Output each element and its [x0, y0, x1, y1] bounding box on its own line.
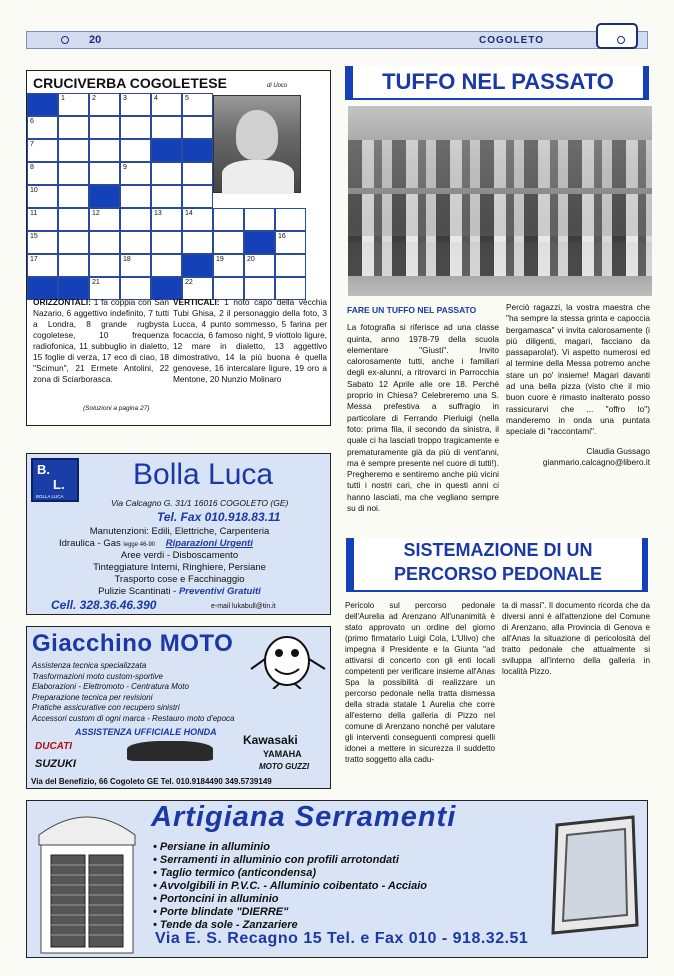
crossword-cell: [89, 139, 120, 162]
crossword-cell: [120, 231, 151, 254]
crossword-cell: 9: [120, 162, 151, 185]
crossword-cell: 2: [89, 93, 120, 116]
bolla-logo: [31, 458, 79, 502]
moto-service-item: Assistenza tecnica specializzata: [32, 661, 147, 670]
crossword-cell: 17: [27, 254, 58, 277]
sistemazione-text-2: ta di massi". Il documento ricorda che da diversi anni è all'attenzione del Comune di Arenzano, alla Provincia di Genova e all'Anas la situazione di pericolosità del tratto pedonale che attualmente si sviluppa all'interno della galleria in località Pizzo.: [502, 601, 650, 676]
idraulica-text: Idraulica - Gas: [59, 538, 121, 549]
brand-moto-guzzi: MOTO GUZZI: [259, 762, 310, 771]
crossword-cell: 18: [120, 254, 151, 277]
serramenti-item: • Portoncini in alluminio: [153, 893, 427, 906]
moto-name: Giacchino MOTO: [32, 630, 234, 657]
tuffo-signature: Claudia Gussago: [586, 445, 650, 456]
tuffo-text-1: La fotografia si riferisce ad una classe quinta, anno 1978-79 della scuola elementare "Giusti". Invito calorosamente tutti, anche i familiari degli ex-alunni, a ritrovarci in Parrocchia Sabato 12 Aprile alle ore 18. Perché proprio in Chiesa? Celebreremo una S. Messa prefestiva a suffragio in particolare di Ferrando Pierluigi (nella foto: prima fila, il secondo da sinistra, il quale ci ha lasciati troppo tragicamente e prematuramente già da più di vent'anni, ma è sempre presente nel cuore di tutti!). Pregheremo e sentiremo anche più vicini tutti i nostri cari, che in questi anni ci hanno lasciati, ma che vegliano sempre su di noi.: [347, 322, 499, 514]
crossword-black-cell: [151, 139, 182, 162]
bolla-line3: Aree verdi - Disboscamento: [120, 550, 239, 561]
bolla-address: Via Calcagno G. 31/1 16016 COGOLETO (GE): [111, 498, 289, 508]
serramenti-item: • Persiane in alluminio: [153, 841, 427, 854]
bolla-line5: Trasporto cose e Facchinaggio: [114, 574, 245, 585]
tuffo-column-2: [506, 302, 650, 468]
crossword-cell: [120, 139, 151, 162]
town-name: COGOLETO: [479, 35, 545, 46]
crossword-cell: [151, 231, 182, 254]
clues-vertical: [173, 297, 327, 385]
verticali-text: 1 noto capo della vecchia Tubi Ghisa, 2 il personaggio della foto, 3 Lucca, 4 punto sommesso, 5 farina per focaccia, 6 famoso night, 9 viottolo ligure, 12 mare in dialetto, 13 aggettivo dimostrativo, 14 la più buona è quella genovese, 16 intercalare ligure, 19 oro a Mentone, 20 Nunzio Molinaro: [173, 297, 327, 384]
solution-note: (Soluzioni a pagina 27): [83, 405, 150, 412]
crossword-cell: 1: [58, 93, 89, 116]
moto-service-item: Pratiche assicurative con recupero sinistri: [32, 703, 180, 713]
crossword-cell: 21: [89, 277, 120, 300]
crossword-black-cell: [182, 139, 213, 162]
circle-ornament-icon: [617, 36, 625, 44]
crossword-cell: [244, 208, 275, 231]
logo-letter-b: B.: [37, 462, 50, 477]
moto-service-item: Preparazione tecnica per revisioni: [32, 692, 153, 702]
bolla-email: e-mail lukabull@tin.it: [211, 603, 276, 610]
crossword-cell: [151, 185, 182, 208]
crossword-black-cell: [27, 93, 58, 116]
crossword-cell: 15: [27, 231, 58, 254]
logo-small-text: BOLLA LUCA: [36, 494, 64, 499]
crossword-portrait-photo: [213, 95, 301, 193]
serramenti-item: • Avvolgibili in P.V.C. - Alluminio coibentato - Acciaio: [153, 880, 427, 893]
crossword-cell: 22: [182, 277, 213, 300]
sistemazione-column-2: [502, 600, 650, 677]
pulizie-text: Pulizie Scantinati -: [98, 586, 177, 597]
serramenti-item: • Porte blindate "DIERRE": [153, 906, 427, 919]
crossword-cell: 7: [27, 139, 58, 162]
serramenti-item: • Tende da sole - Zanzariere: [153, 919, 427, 932]
bolla-line4: Tinteggiature Interni, Ringhiere, Persiane: [93, 562, 266, 573]
page-header: [26, 31, 648, 49]
window-frame-icon: [547, 815, 643, 935]
crossword-cell: 20: [244, 254, 275, 277]
crossword-cell: 19: [213, 254, 244, 277]
crossword-cell: [58, 254, 89, 277]
verticali-label: VERTICALI:: [173, 297, 220, 307]
crossword-cell: [120, 185, 151, 208]
bolla-name: Bolla Luca: [133, 458, 274, 491]
corner-box-ornament: [596, 23, 638, 49]
crossword-cell: [182, 162, 213, 185]
serramenti-list: [153, 841, 427, 932]
sistemazione-text-1: Pericolo sul percorso pedonale dell'Aurelia ad Arenzano All'unanimità è stato approvato un ordine del giorno (primo firmatario Luigi Cola, L'Ulivo) che impegna il Presidente e la Giunta "ad attivarsi di concerto con gli enti locali competenti per verificare insieme all'Anas Spa la possibilità di realizzare un percorso pedonale nella tratta dismessa della strada statale 1 Aurelia che corre all'esterno della galleria di Pizzo nel comune di Arenzano nonché per valutare gli interventi conseguenti compresi quelli idonei a mettere in sicurezza il suddetto tratto soggetto alla cadu-: [345, 601, 495, 764]
page-number: 20: [89, 34, 102, 46]
crossword-cell: 12: [89, 208, 120, 231]
tuffo-email: gianmario.calcagno@libero.it: [542, 456, 650, 467]
sistemazione-headline-bar: [346, 538, 648, 592]
orizzontali-text: 1 fa coppia con San Nazario, 6 aggettivo indefinito, 7 tutti a Londra, 8 grande rugbysta cogoletese, 10 frequenza radiofonica, 11 subbuglio in dialetto, 15 foglie di verza, 17 eco di ciao, 18 "Scimun", 21 Ermete Antolini, 22 zona di Sciarborasca.: [33, 297, 169, 384]
crossword-black-cell: [182, 254, 213, 277]
crossword-cell: [89, 162, 120, 185]
bolla-tel: Tel. Fax 010.918.83.11: [157, 510, 281, 524]
serramenti-name: Artigiana Serramenti: [151, 801, 457, 833]
logo-letter-l: L.: [53, 477, 65, 492]
crossword-cell: 8: [27, 162, 58, 185]
crossword-cell: [151, 162, 182, 185]
crossword-cell: [213, 208, 244, 231]
crossword-cell: [182, 116, 213, 139]
crossword-cell: [120, 208, 151, 231]
tuffo-text-2: Perciò ragazzi, la vostra maestra che "ha sempre la stessa grinta e capoccia bergamasca" vi invita calorosamente (i più diligenti, magari, facciano da passaparola!). Vi aspetto numerosi ed al termine della Messa potremo anche stare un po' insieme! Magari davanti ad una bella pizza (visto che il mio buon cuore è rimasto inalterato posso rassicurarvi che ... "offro Io") manderemo in onda una puntata speciale di "raccontami".: [506, 302, 650, 437]
crossword-cell: [151, 116, 182, 139]
crossword-black-cell: [244, 231, 275, 254]
crossword-cell: 10: [27, 185, 58, 208]
moto-service-item: Accessori custom di ogni marca - Restauro moto d'epoca: [32, 713, 235, 723]
crossword-cell: [275, 254, 306, 277]
crossword-cell: [213, 231, 244, 254]
crossword-title: CRUCIVERBA COGOLETESE: [33, 75, 227, 91]
cartoon-mascot-icon: [249, 629, 327, 689]
moto-service-item: Trasformazioni moto custom-sportive: [32, 671, 163, 681]
gas-note: legge 46-90: [123, 542, 156, 548]
crossword-cell: [182, 231, 213, 254]
bolla-line6: [27, 586, 332, 597]
crossword-cell: [89, 116, 120, 139]
crossword-cell: [58, 139, 89, 162]
shuttered-window-icon: [35, 805, 139, 955]
crossword-cell: [58, 185, 89, 208]
tuffo-kicker: FARE UN TUFFO NEL PASSATO: [347, 305, 477, 315]
crossword-cell: 11: [27, 208, 58, 231]
urgenti-text: Riparazioni Urgenti: [165, 538, 253, 549]
sistemazione-headline-1: SISTEMAZIONE DI UN: [403, 540, 593, 560]
circle-ornament-icon: [61, 36, 69, 44]
sistemazione-headline-2: PERCORSO PEDONALE: [393, 564, 603, 584]
crossword-cell: 13: [151, 208, 182, 231]
bolla-idraulica: [59, 538, 253, 549]
ad-giacchino-moto: [26, 626, 331, 789]
crossword-cell: 3: [120, 93, 151, 116]
sistemazione-column-1: [345, 600, 495, 765]
tuffo-headline-bar: [345, 66, 649, 100]
ad-artigiana-serramenti: [26, 800, 648, 958]
honda-line: ASSISTENZA UFFICIALE HONDA: [75, 727, 217, 737]
crossword-cell: 6: [27, 116, 58, 139]
moto-address: Via del Benefizio, 66 Cogoleto GE Tel. 010.9184490 349.5739149: [31, 777, 272, 786]
crossword-box: [26, 70, 331, 426]
serramenti-address: Via E. S. Recagno 15 Tel. e Fax 010 - 918.32.51: [155, 930, 529, 947]
tuffo-headline: TUFFO NEL PASSATO: [382, 69, 614, 94]
tuffo-column-1: [347, 305, 499, 514]
crossword-author: di Uoco: [267, 83, 288, 89]
crossword-cell: [275, 208, 306, 231]
crossword-cell: [89, 254, 120, 277]
ad-bolla-luca: [26, 453, 331, 615]
brand-yamaha: YAMAHA: [263, 749, 302, 759]
orizzontali-label: ORIZZONTALI:: [33, 297, 91, 307]
bolla-cell: Cell. 328.36.46.390: [51, 598, 157, 612]
crossword-cell: [120, 116, 151, 139]
serramenti-item: • Taglio termico (anticondensa): [153, 867, 427, 880]
moto-service-item: Elaborazioni - Elettromoto - Centratura Moto: [32, 682, 189, 692]
brand-ducati: DUCATI: [35, 741, 73, 752]
crossword-cell: [89, 231, 120, 254]
bolla-line1: Manutenzioni: Edili, Elettriche, Carpenteria: [89, 526, 270, 537]
crossword-cell: 5: [182, 93, 213, 116]
crossword-cell: [58, 116, 89, 139]
clues-horizontal: [33, 297, 169, 385]
serramenti-item: • Serramenti in alluminio con profili arrotondati: [153, 854, 427, 867]
harley-emblem-icon: [127, 741, 213, 761]
crossword-cell: [151, 254, 182, 277]
brand-suzuki: SUZUKI: [35, 758, 76, 770]
crossword-cell: [58, 231, 89, 254]
moto-services-list: [32, 661, 235, 725]
crossword-cell: 16: [275, 231, 306, 254]
brand-kawasaki: Kawasaki: [243, 733, 298, 747]
crossword-cell: [58, 208, 89, 231]
crossword-black-cell: [89, 185, 120, 208]
preventivi-text: Preventivi Gratuiti: [178, 586, 261, 597]
crossword-cell: [182, 185, 213, 208]
class-group-photo: [348, 106, 652, 296]
crossword-cell: [58, 162, 89, 185]
crossword-cell: 4: [151, 93, 182, 116]
crossword-cell: 14: [182, 208, 213, 231]
